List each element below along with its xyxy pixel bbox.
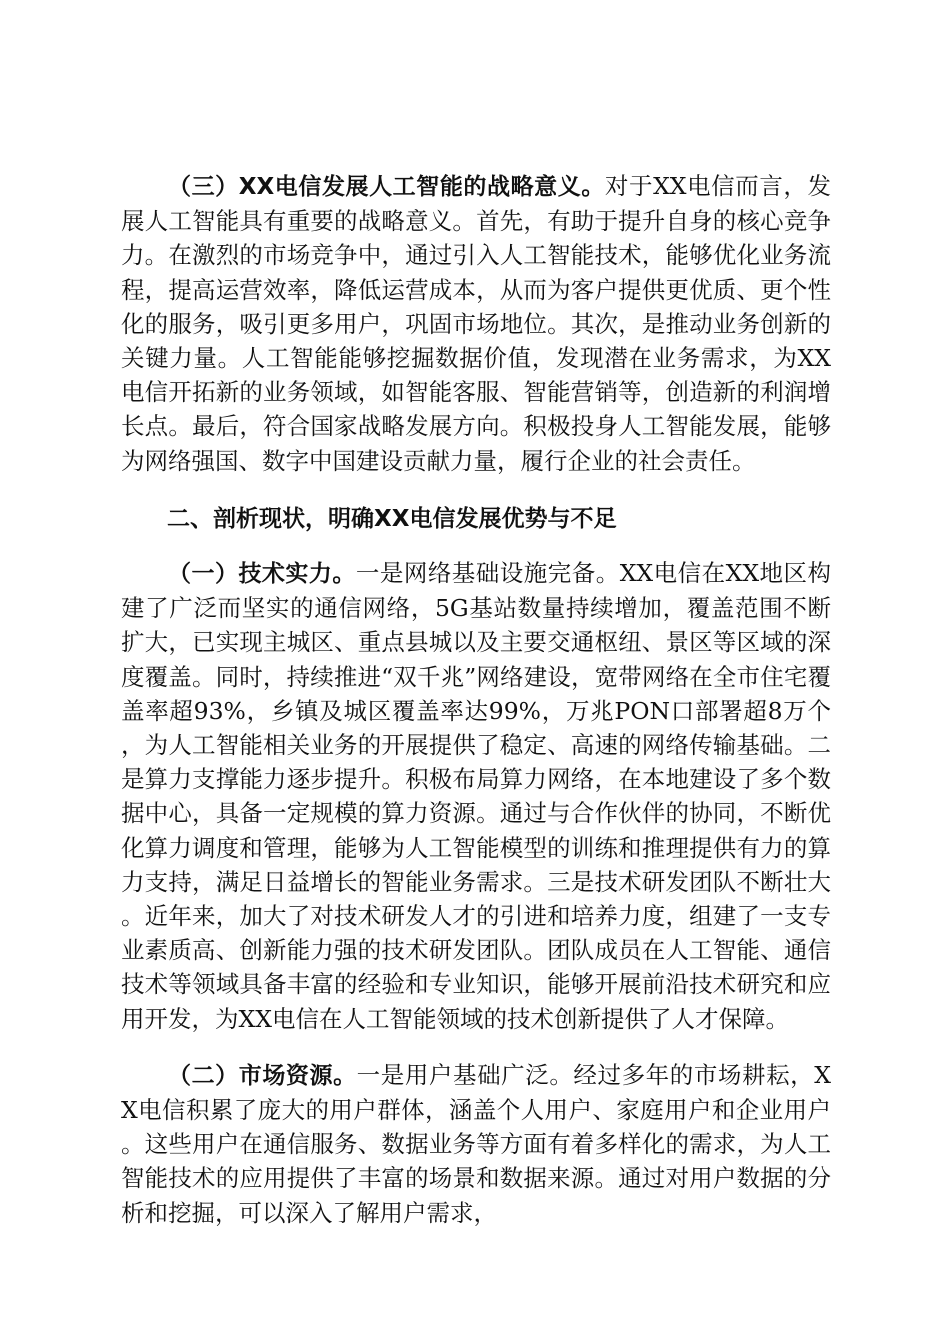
document-body: [121, 169, 831, 1230]
paragraph-lead-heading: （一）技术实力。: [168, 561, 356, 588]
paragraph-lead-heading: （二）市场资源。: [168, 1062, 357, 1089]
paragraph-strategic-significance: [121, 169, 831, 478]
paragraph-market-resources: [121, 1058, 831, 1230]
paragraph-text: 一是用户基础广泛。经过多年的市场耕耘，XX电信积累了庞大的用户群体，涵盖个人用户、家庭用户和企业用户。这些用户在通信服务、数据业务等方面有着多样化的需求，为人工智能技术的应用提供了丰富的场景和数据来源。通过对用户数据的分析和挖掘，可以深入了解用户需求，: [121, 1060, 831, 1227]
paragraph-technical-strength: [121, 556, 831, 1036]
paragraph-text: 对于XX电信而言，发展人工智能具有重要的战略意义。首先，有助于提升自身的核心竞争力。在激烈的市场竞争中，通过引入人工智能技术，能够优化业务流程，提高运营效率，降低运营成本，从而为客户提供更优质、更个性化的服务，吸引更多用户，巩固市场地位。其次，是推动业务创新的关键力量。人工智能能够挖掘数据价值，发现潜在业务需求，为XX电信开拓新的业务领域，如智能客服、智能营销等，创造新的利润增长点。最后，符合国家战略发展方向。积极投身人工智能发展，能够为网络强国、数字中国建设贡献力量，履行企业的社会责任。: [121, 172, 832, 475]
paragraph-text: 一是网络基础设施完备。XX电信在XX地区构建了广泛而坚实的通信网络，5G基站数量持续增加，覆盖范围不断扩大，已实现主城区、重点县城以及主要交通枢纽、景区等区域的深度覆盖。同时，持续推进“双千兆”网络建设，宽带网络在全市住宅覆盖率超93%，乡镇及城区覆盖率达99%，万兆PON口部署超8万个，为人工智能相关业务的开展提供了稳定、高速的网络传输基础。二是算力支撑能力逐步提升。积极布局算力网络，在本地建设了多个数据中心，具备一定规模的算力资源。通过与合作伙伴的协同，不断优化算力调度和管理，能够为人工智能模型的训练和推理提供有力的算力支持，满足日益增长的智能业务需求。三是技术研发团队不断壮大。近年来，加大了对技术研发人才的引进和培养力度，组建了一支专业素质高、创新能力强的技术研发团队。团队成员在人工智能、通信技术等领域具备丰富的经验和专业知识，能够开展前沿技术研究和应用开发，为XX电信在人工智能领域的技术创新提供了人才保障。: [121, 559, 832, 1033]
paragraph-lead-heading: （三）XX电信发展人工智能的战略意义。: [168, 174, 605, 200]
section-heading: 二、剖析现状，明确XX电信发展优势与不足: [167, 505, 617, 532]
